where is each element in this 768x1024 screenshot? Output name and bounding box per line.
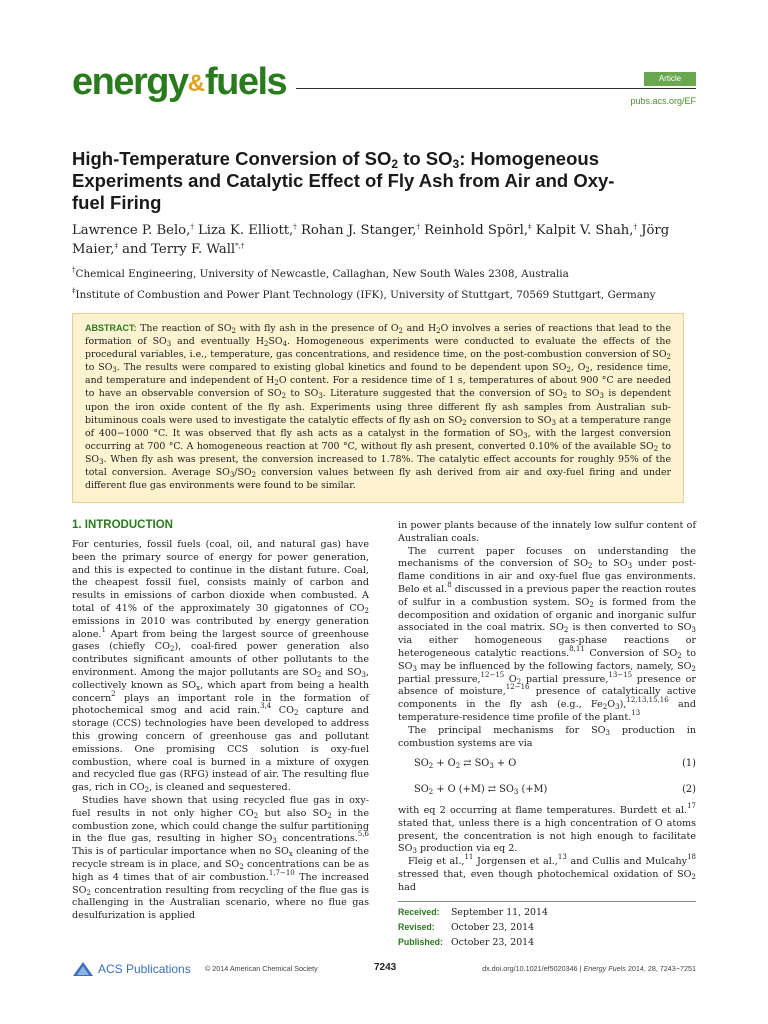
affiliation-1: †Chemical Engineering, University of Newcastle, Callaghan, New South Wales 2308, Australia bbox=[72, 266, 569, 280]
text-run: (+M) bbox=[518, 784, 548, 795]
text-run: O content. For a residence time of 1 s, temperatures of about 900 °C are needed to have an observable conversion of SO bbox=[85, 375, 672, 400]
affiliation-mark: † bbox=[293, 223, 297, 231]
text-run: , which apart from being a health concern bbox=[72, 679, 369, 704]
subscript: 3 bbox=[361, 670, 366, 679]
subscript: 3 bbox=[318, 392, 323, 401]
subscript: 2 bbox=[563, 626, 569, 635]
text-run: The increased SO bbox=[72, 871, 369, 896]
text-run: O bbox=[607, 699, 616, 711]
citation-superscript: 18 bbox=[687, 853, 697, 862]
subscript: 2 bbox=[677, 651, 682, 660]
text-run: presence of catalytically active components in the fly ash (e.g., Fe bbox=[398, 686, 696, 711]
text-run: SO bbox=[414, 784, 429, 795]
subscript: 2 bbox=[144, 786, 150, 795]
abstract-box bbox=[72, 313, 684, 503]
equation-2 bbox=[398, 784, 696, 798]
affiliation-mark: † bbox=[633, 223, 637, 231]
text-run: in the combustion zone, which could change the sulfur partitioning in the flue gas, resulting in higher SO bbox=[72, 807, 369, 845]
subscript: 2 bbox=[398, 327, 404, 335]
author-name: Rohan J. Stanger, bbox=[296, 223, 417, 238]
author-name: and Terry F. Wall bbox=[117, 242, 236, 257]
subscript: 2 bbox=[253, 811, 259, 820]
text-run: , with the largest conversion occurring at 700 °C. A homogeneous reaction at 700 °C, without fly ash present, converted 0.10% of the available SO bbox=[85, 427, 671, 452]
subscript: x bbox=[196, 683, 201, 692]
history-divider bbox=[398, 901, 696, 902]
citation-superscript: 3,4 bbox=[260, 702, 272, 711]
text-run: SO bbox=[268, 336, 283, 348]
text-run: The current paper focuses on understanding the mechanisms of the conversion of SO bbox=[398, 545, 696, 570]
text-run: , is cleaned and sequestered. bbox=[149, 782, 291, 794]
subscript: 2 bbox=[691, 664, 696, 673]
paragraph bbox=[398, 546, 696, 725]
text-run: is dependent upon the iron oxide content of the fly ash. Experiments using three different fly ash samples from Australian sub-bituminous coals were used to investigate the catalytic effects of fly ash on SO bbox=[85, 388, 671, 426]
text-run: . When fly ash was present, the conversion increased to 1.78%. The catalytic effect accounts for roughly 95% of the total conversion. Average SO bbox=[85, 453, 671, 479]
paragraph bbox=[398, 725, 696, 751]
subscript: 2 bbox=[264, 340, 269, 349]
text-run: ), coal-fired power generation also contributes significant amounts of other pollutants to the environment. Among the major pollutants are SO bbox=[72, 641, 369, 678]
citation-superscript: 13 bbox=[557, 853, 567, 862]
text-run: presence or absence of moisture, bbox=[398, 673, 696, 698]
text-run: . Homogeneous experiments were conducted to evaluate the effects of the procedural variables, i.e., temperature, gas concentrations, and residence time, on the post-combustion conversion of SO bbox=[85, 336, 671, 361]
text-run: O bbox=[504, 673, 517, 685]
author-name: Kalpit V. Shah, bbox=[531, 223, 634, 238]
citation-superscript: 1 bbox=[101, 625, 106, 634]
acs-triangle-icon bbox=[72, 961, 94, 977]
header-rule bbox=[296, 88, 696, 89]
text-run: conversion to SO bbox=[466, 414, 552, 426]
subscript: 3 bbox=[412, 664, 417, 673]
citation-superscript: 12−16 bbox=[505, 683, 530, 692]
citation-superscript: 1,7−10 bbox=[268, 868, 295, 877]
paragraph bbox=[72, 795, 369, 923]
paragraph bbox=[72, 539, 369, 795]
doi-citation[interactable]: dx.doi.org/10.1021/ef5020346 | Energy Fuels 2014, 28, 7243−7251 bbox=[482, 964, 696, 973]
text-run: under post-flame conditions in air and oxy-fuel flue gas environments. Belo et al. bbox=[398, 558, 696, 595]
citation-superscript: 8,11 bbox=[569, 644, 585, 653]
text-run: is formed from the decomposition and oxidation of organic and inorganic sulfur associated in the coal matrix. SO bbox=[398, 596, 696, 634]
citation-superscript: 2 bbox=[111, 689, 116, 698]
subscript: 2 bbox=[653, 444, 659, 453]
subscript: 2 bbox=[239, 862, 244, 871]
author-name: Liza K. Elliott, bbox=[193, 223, 294, 238]
subscript: 2 bbox=[274, 379, 279, 388]
text-run: Fleig et al., bbox=[408, 856, 465, 868]
text-run: + O bbox=[493, 758, 517, 769]
text-run: cleaning of the recycle stream is in place, and SO bbox=[72, 846, 369, 870]
text-run: and H bbox=[403, 323, 437, 334]
text-run: + O bbox=[433, 758, 456, 769]
left-column bbox=[72, 539, 369, 923]
author-name: Reinhold Spörl, bbox=[419, 223, 529, 238]
right-column bbox=[398, 520, 696, 750]
subscript: 3 bbox=[523, 431, 528, 440]
subscript: 2 bbox=[327, 811, 332, 820]
paragraph bbox=[398, 853, 697, 894]
copyright-notice: © 2014 American Chemical Society bbox=[205, 964, 318, 973]
subscript: 3 bbox=[272, 837, 277, 846]
text-run: via either homogeneous gas-phase reactions or heterogeneous catalytic reactions. bbox=[398, 635, 696, 659]
text-run: to SO bbox=[398, 647, 697, 672]
subscript: 3 bbox=[615, 703, 620, 712]
text-run: Studies have shown that using recycled flue gas in oxy-fuel results in not only higher CO bbox=[72, 794, 369, 819]
subscript: 2 bbox=[516, 677, 522, 686]
text-run: concentrations can be as high as 4 times that of air combustion. bbox=[72, 858, 370, 883]
text-run: in power plants because of the innately low sulfur content of Australian coals. bbox=[398, 520, 696, 544]
text-run: This is of particular importance when no SO bbox=[72, 846, 289, 858]
text-run: concentrations. bbox=[276, 833, 358, 845]
subscript: 3 bbox=[166, 340, 172, 349]
subscript: 2 bbox=[602, 703, 608, 712]
text-run: The principal mechanisms for SO bbox=[408, 724, 606, 736]
publisher-name: ACS Publications bbox=[98, 962, 191, 976]
subscript: 2 bbox=[691, 872, 696, 881]
subscript: 2 bbox=[562, 392, 568, 401]
text-run: and Cullis and Mulcahy bbox=[566, 856, 688, 868]
author-name: Lawrence P. Belo, bbox=[72, 223, 191, 238]
subscript: 2 bbox=[585, 366, 590, 375]
citation-superscript: 12−15 bbox=[480, 670, 505, 679]
section-heading: 1. INTRODUCTION bbox=[72, 519, 173, 531]
equation-1-body bbox=[414, 758, 516, 769]
text-run: For centuries, fossil fuels (coal, oil, and natural gas) have been the primary source of energy for power generation, and this is expected to continue in the distant future. Coal, the cheapest fossil fuel, consists mainly of carbon and results in emissions of carbon dioxide when combusted. A total of 41% of the approximately 30 gigatonnes of CO bbox=[72, 539, 369, 614]
subscript: 3 bbox=[489, 762, 494, 770]
text-run: , residence time, and temperature and independent of H bbox=[85, 362, 671, 387]
text-run: to SO bbox=[85, 440, 671, 465]
text-run: /SO bbox=[234, 467, 252, 479]
subscript: 2 bbox=[436, 327, 441, 335]
text-run: and eventually H bbox=[171, 336, 264, 348]
text-run: but also SO bbox=[258, 807, 328, 819]
subscript: 2 bbox=[231, 327, 236, 335]
history-revised: Revised: October 23, 2014 bbox=[398, 922, 535, 933]
text-run: emissions in 2010 was contributed by energy generation alone. bbox=[72, 615, 369, 640]
journal-logo: energy&fuels bbox=[72, 61, 287, 103]
paper-title: High-Temperature Conversion of $SO_2$ to $SO_3$: Homogeneous Experiments and Catalytic Effect of Fly Ash from Air and Oxy-fuel Firing bbox=[72, 148, 615, 213]
paragraph bbox=[398, 802, 696, 856]
article-type-badge: Article bbox=[644, 72, 696, 86]
text-run: stressed that, even though photochemical oxidation of SO bbox=[398, 868, 692, 880]
subscript: 2 bbox=[251, 471, 257, 480]
affiliation-2: ‡Institute of Combustion and Power Plant Technology (IFK), University of Stuttgart, 70569 Stuttgart, Germany bbox=[72, 287, 656, 301]
subscript: 3 bbox=[605, 728, 611, 737]
citation-superscript: 13 bbox=[631, 708, 641, 717]
affiliation-mark: *,† bbox=[235, 242, 245, 250]
text-run: partial pressure, bbox=[521, 673, 609, 685]
subscript: 3 bbox=[513, 788, 519, 796]
abstract-label: ABSTRACT: bbox=[85, 323, 137, 333]
text-run: + O (+M) ⇄ SO bbox=[433, 784, 514, 795]
text-run: concentration resulting from recycling of the flue gas is challenging in the Australian scenario, where no flue gas desulfurization is applied bbox=[72, 884, 369, 922]
text-run: ), bbox=[619, 699, 627, 711]
text-run: , collectively known as SO bbox=[72, 666, 370, 691]
subscript: 3 bbox=[551, 418, 556, 427]
article-history bbox=[398, 905, 696, 950]
text-run: , O bbox=[570, 362, 586, 374]
text-run: conversion values between fly ash derived from air and oxy-fuel firing and under different flue gas environments were found to be similar. bbox=[85, 467, 672, 492]
text-run: Apart from being the largest source of greenhouse gases (chiefly CO bbox=[72, 628, 369, 653]
text-run: Conversion of SO bbox=[584, 647, 678, 659]
paragraph bbox=[398, 520, 696, 546]
subscript: 2 bbox=[455, 762, 461, 770]
journal-url-link[interactable]: pubs.acs.org/EF bbox=[630, 96, 696, 106]
text-run: production in combustion systems are via bbox=[398, 724, 697, 749]
text-run: and temperature-residence time profile of the plant. bbox=[398, 699, 696, 723]
subscript: x bbox=[288, 850, 293, 859]
subscript: 2 bbox=[428, 788, 434, 796]
subscript: 2 bbox=[86, 888, 91, 897]
subscript: 2 bbox=[587, 562, 593, 571]
subscript: 2 bbox=[666, 353, 671, 362]
citation-superscript: 17 bbox=[687, 802, 696, 810]
text-run: O involves a series of reactions that lead to the formation of SO bbox=[85, 323, 672, 348]
subscript: 2 bbox=[589, 600, 594, 609]
subscript: 2 bbox=[316, 670, 322, 679]
history-received: Received: September 11, 2014 bbox=[398, 907, 548, 918]
affiliation-mark: † bbox=[416, 223, 420, 231]
citation-superscript: 8 bbox=[447, 580, 452, 589]
subscript: 2 bbox=[281, 392, 287, 401]
text-run: . Literature suggested that the conversion of SO bbox=[322, 388, 563, 400]
text-run: to SO bbox=[85, 362, 113, 374]
text-run: at a temperature range of 400−1000 °C. It was observed that fly ash acts as a catalyst in the formation of SO bbox=[85, 414, 671, 439]
subscript: 3 bbox=[229, 471, 235, 480]
subscript: 2 bbox=[428, 762, 434, 770]
text-run: capture and storage (CCS) technologies have been developed to address this growing concern of greenhouse gas and pollutant emissions. One promising CCS solution is oxy-fuel combustion, where coal is burned in a mixture of oxygen and recycled flue gas (RFG) instead of air. The resulting flue gas, rich in CO bbox=[72, 705, 369, 794]
subscript: 3 bbox=[99, 457, 104, 466]
citation-superscript: 5,6 bbox=[357, 830, 369, 839]
text-run: and SO bbox=[321, 666, 362, 678]
subscript: 3 bbox=[691, 626, 696, 635]
author-name: Jörg Maier, bbox=[72, 223, 670, 257]
equation-2-number: (2) bbox=[682, 784, 696, 795]
text-run: CO bbox=[271, 705, 294, 717]
author-list bbox=[72, 221, 702, 259]
subscript: 2 bbox=[169, 645, 175, 654]
text-run: . The results were compared to existing global kinetics and found to be dependent upon SO bbox=[116, 362, 567, 374]
text-run: with eq 2 occurring at flame temperatures. Burdett et al. bbox=[398, 805, 688, 816]
text-run: stated that, unless there is a high concentration of O atoms present, the concentration is not high enough to facilitate SO bbox=[398, 817, 696, 855]
affiliation-mark: ‡ bbox=[114, 242, 118, 250]
affiliation-mark: † bbox=[190, 223, 194, 231]
text-run: to SO bbox=[567, 388, 600, 400]
affiliation-mark: ‡ bbox=[528, 223, 532, 231]
text-run: plays an important role in the formation of photochemical smog and acid rain. bbox=[72, 692, 369, 717]
subscript: 2 bbox=[364, 606, 369, 615]
text-run: production via eq 2. bbox=[416, 843, 518, 855]
subscript: 2 bbox=[566, 366, 571, 375]
subscript: 4 bbox=[282, 340, 288, 349]
text-run: SO bbox=[414, 758, 429, 769]
text-run: ⇄ SO bbox=[460, 758, 490, 769]
equation-2-body bbox=[414, 784, 547, 795]
page-number: 7243 bbox=[374, 962, 397, 973]
subscript: 3 bbox=[412, 847, 417, 856]
citation-superscript: 13−15 bbox=[608, 670, 633, 679]
text-run: to SO bbox=[286, 388, 319, 400]
equation-1-number: (1) bbox=[682, 758, 696, 769]
subscript: 3 bbox=[599, 392, 604, 401]
subscript: 3 bbox=[112, 366, 117, 375]
equation-1 bbox=[398, 758, 696, 772]
citation-superscript: 12,13,15,16 bbox=[626, 696, 669, 705]
text-run: Jorgensen et al., bbox=[473, 856, 558, 868]
right-column-continued bbox=[398, 802, 697, 895]
history-published: Published: October 23, 2014 bbox=[398, 937, 535, 948]
text-run: partial pressure, bbox=[398, 673, 481, 685]
text-run: to SO bbox=[592, 558, 628, 570]
subscript: 2 bbox=[293, 709, 299, 718]
text-run: may be influenced by the following factors, namely, SO bbox=[416, 660, 692, 672]
citation-superscript: 11 bbox=[464, 853, 474, 862]
text-run: is then converted to SO bbox=[568, 622, 692, 634]
subscript: 3 bbox=[627, 562, 633, 571]
text-run: The reaction of SO bbox=[136, 323, 232, 334]
text-run: discussed in a previous paper the reaction routes of sulfur in a combustion system. SO bbox=[398, 583, 696, 608]
subscript: 2 bbox=[462, 418, 467, 427]
abstract-text bbox=[85, 323, 671, 491]
text-run: with fly ash in the presence of O bbox=[236, 323, 399, 334]
text-run: had bbox=[398, 881, 417, 893]
